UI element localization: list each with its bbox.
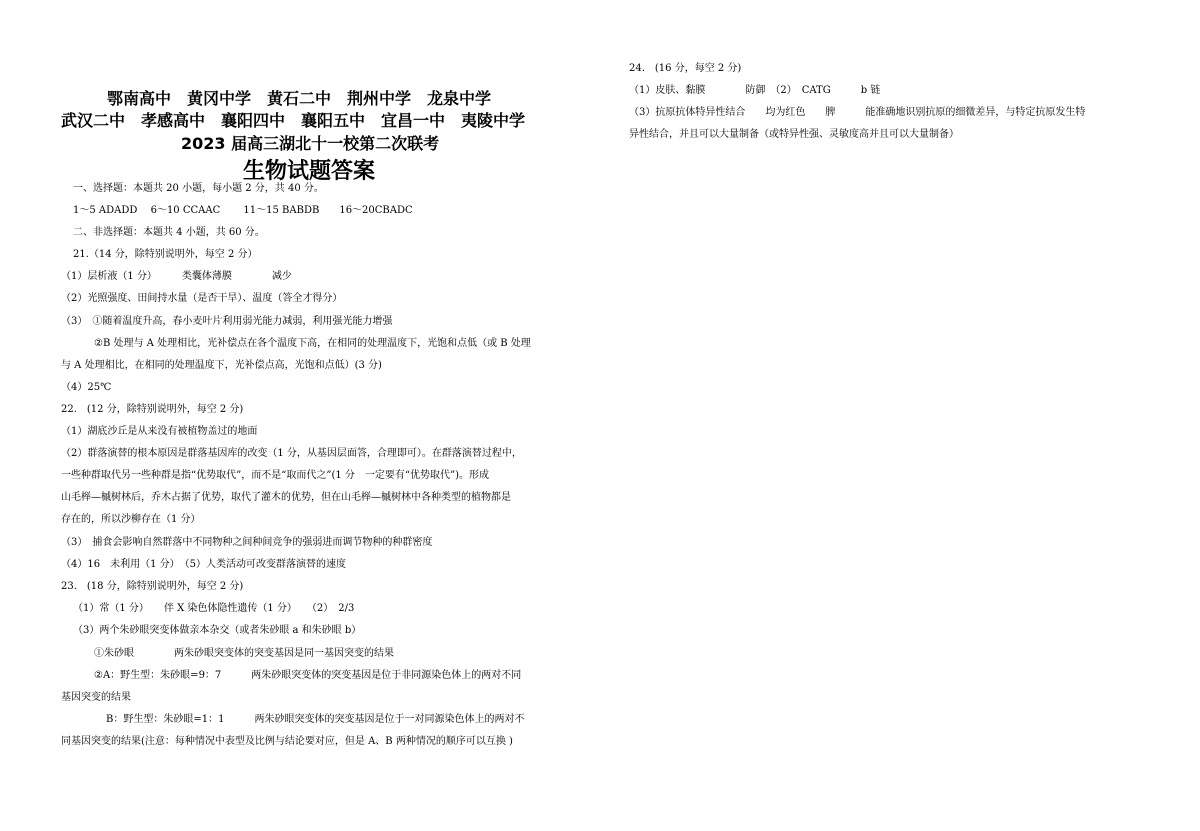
text-line: ②A：野生型：朱砂眼=9：7 两朱砂眼突变体的突变基因是位于非同源染色体上的两对不同 bbox=[94, 670, 522, 681]
text-line: B：野生型：朱砂眼=1：1 两朱砂眼突变体的突变基因是位于一对同源染色体上的两对不 bbox=[106, 714, 525, 725]
text-line: （2）光照强度、田间持水量（是否干旱）、温度（答全才得分） bbox=[61, 293, 343, 304]
text-line: （2）群落演替的根本原因是群落基因库的改变（1 分，从基因层面答，合理即可）。在群落演替过程中， bbox=[61, 448, 522, 459]
text-line: 23. (18 分，除特别说明外，每空 2 分) bbox=[61, 581, 244, 592]
text-line: （1）层析液（1 分） 类囊体薄膜 减少 bbox=[61, 271, 292, 282]
text-line: 山毛榉—槭树林后，乔木占据了优势，取代了灌木的优势，但在山毛榉—槭树林中各种类型的植物都是 bbox=[61, 492, 511, 503]
text-line: 一些种群取代另一些种群是指“优势取代”，而不是“取而代之”(1 分 一定要有“优势取代”)。形成 bbox=[61, 470, 490, 481]
text-line: 异性结合，并且可以大量制备（或特异性强、灵敏度高并且可以大量制备） bbox=[629, 129, 959, 140]
text-line: （3）抗原抗体特异性结合 均为红色 脾 能准确地识别抗原的细微差异，与特定抗原发生特 bbox=[629, 107, 1086, 118]
text-line: 一、选择题：本题共 20 小题，每小题 2 分，共 40 分。 bbox=[73, 183, 324, 194]
text-line: 基因突变的结果 bbox=[61, 692, 131, 703]
text-line: 存在的，所以沙柳存在（1 分） bbox=[61, 514, 201, 525]
school-list-row-2: 武汉二中 孝感高中 襄阳四中 襄阳五中 宜昌一中 夷陵中学 bbox=[61, 111, 526, 130]
text-line: 24. (16 分，每空 2 分) bbox=[629, 63, 742, 74]
text-line: （4）16 未利用（1 分） （5）人类活动可改变群落演替的速度 bbox=[61, 559, 346, 570]
text-line: （1）湖底沙丘是从来没有被植物盖过的地面 bbox=[61, 426, 258, 437]
document-title: 生物试题答案 bbox=[243, 159, 376, 184]
text-line: （3） 捕食会影响自然群落中不同物种之间种间竞争的强弱进而调节物种的种群密度 bbox=[61, 537, 433, 548]
text-line: （4）25℃ bbox=[61, 382, 112, 393]
text-line: （3）两个朱砂眼突变体做亲本杂交（或者朱砂眼 a 和朱砂眼 b） bbox=[73, 625, 362, 636]
text-line: 1～5 ADADD 6～10 CCAAC 11～15 BABDB 16～20CBADC bbox=[73, 205, 413, 216]
text-line: 二、非选择题：本题共 4 小题，共 60 分。 bbox=[73, 227, 265, 238]
text-line: ①朱砂眼 两朱砂眼突变体的突变基因是同一基因突变的结果 bbox=[94, 648, 394, 659]
text-line: （1）皮肤、黏膜 防御 （2） CATG b 链 bbox=[629, 85, 881, 96]
text-line: 与 A 处理相比，在相同的处理温度下，光补偿点高，光饱和点低）(3 分) bbox=[61, 360, 382, 371]
text-line: 22. (12 分，除特别说明外，每空 2 分) bbox=[61, 404, 244, 415]
text-line: 同基因突变的结果(注意：每种情况中表型及比例与结论要对应，但是 A、B 两种情况的顺序可以互换 ) bbox=[61, 736, 513, 747]
text-line: （1）常（1 分） 伴 X 染色体隐性遗传（1 分） （2） 2/3 bbox=[73, 603, 355, 614]
text-line: 21.（14 分，除特别说明外，每空 2 分） bbox=[73, 249, 258, 260]
school-list-row-1: 鄂南高中 黄冈中学 黄石二中 荆州中学 龙泉中学 bbox=[107, 89, 492, 108]
text-line: ②B 处理与 A 处理相比，光补偿点在各个温度下高，在相同的处理温度下，光饱和点低（或 B 处理 bbox=[94, 338, 531, 349]
exam-name: 2023 届高三湖北十一校第二次联考 bbox=[181, 134, 440, 153]
text-line: （3） ①随着温度升高，春小麦叶片利用弱光能力减弱，利用强光能力增强 bbox=[61, 316, 393, 327]
